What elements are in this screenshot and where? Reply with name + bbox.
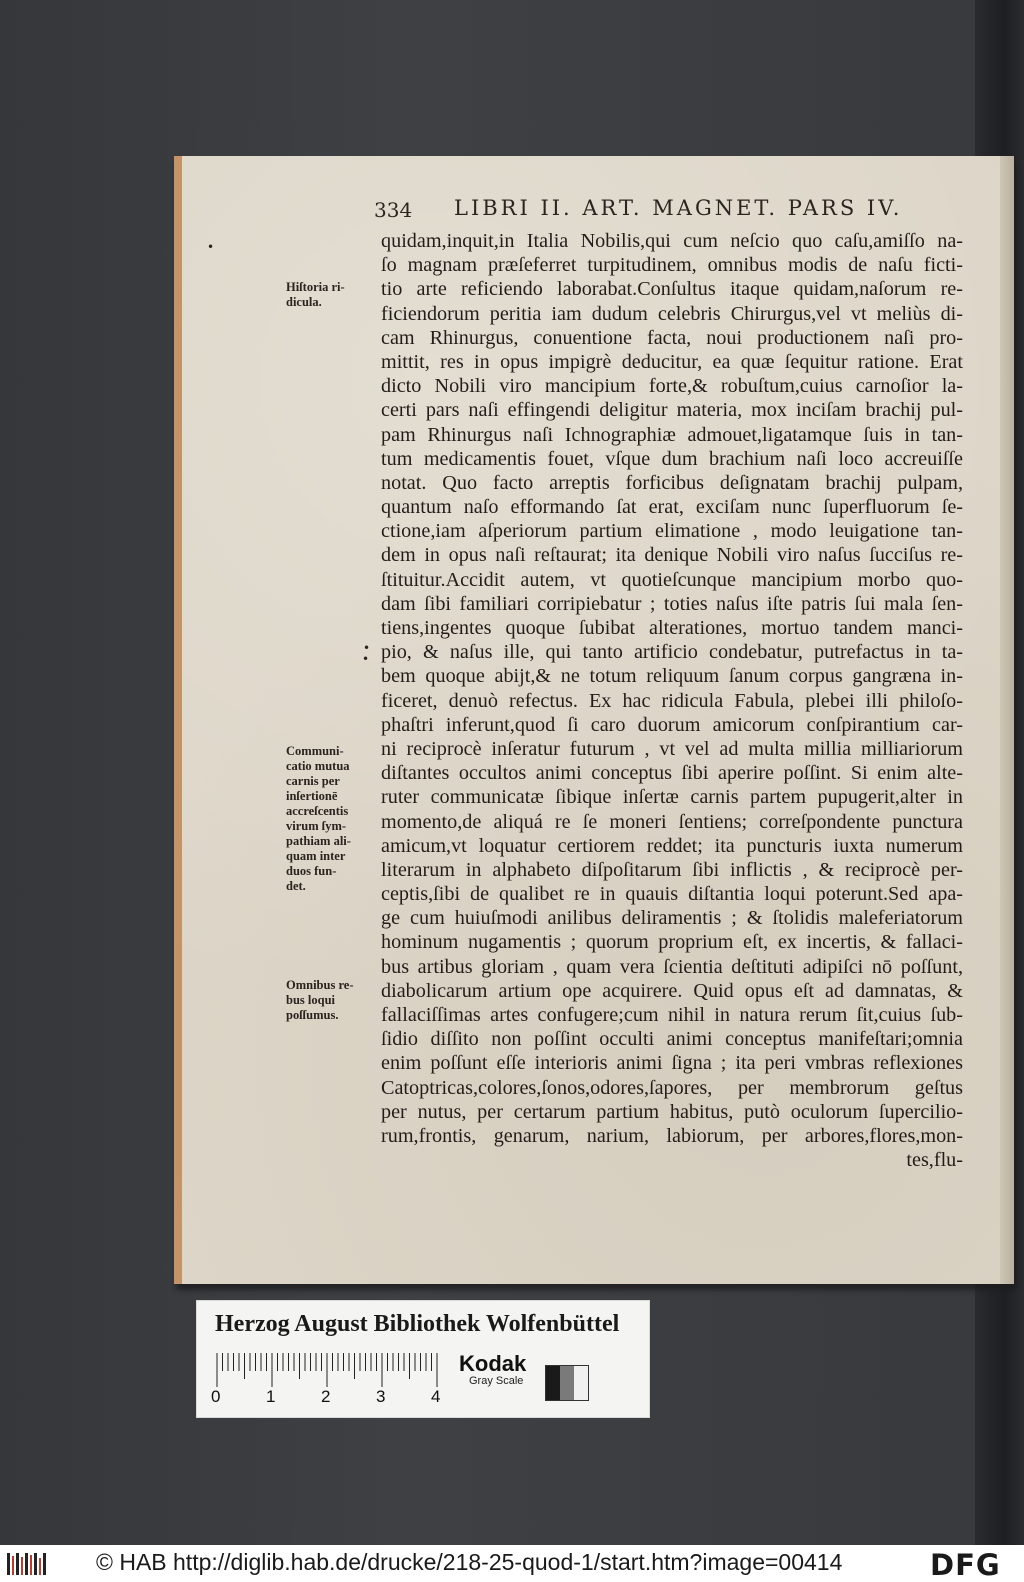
ruler-number: 3 [376,1387,386,1406]
kodak-logo: Kodak [459,1351,527,1376]
margin-note-line: inſertionē [286,789,338,803]
ruler-number: 1 [266,1387,276,1406]
footer-credit: © HAB http://diglib.hab.de/drucke/218-25-quod-1/start.htm?image=00414 [96,1549,843,1575]
text-line: pio, & naſus ille, qui tanto artificio condebatur, putrefactus in ta- [381,641,963,664]
text-line: quantum naſo efformando ſat erat, exciſam nunc ſuperfluorum ſe- [381,496,963,519]
gray-scale-patch [545,1365,589,1401]
margin-note-line: poſſumus. [286,1008,339,1022]
gray-patch-cell [546,1366,560,1400]
text-line: ceptis,ſibi de qualibet re in quauis diſtantia loqui poterunt.Sed apa- [381,883,963,906]
ruler-number: 4 [431,1387,441,1406]
ruler-number: 2 [321,1387,331,1406]
margin-note-line: duos fun- [286,864,337,878]
text-line: momento,de aliquá re ſe moneri ſentiens; correſpondente punctura [381,810,963,833]
text-line: literarum in alphabeto diſpoſitarum ſibi inflictis , & reciprocè per- [381,858,963,881]
body-text [381,229,963,1172]
text-line: ficeret, denuò refectus. Ex hac ridicula Fabula, plebei illi philoſo- [381,689,963,712]
margin-note-communicatio [286,744,378,894]
margin-note-line: carnis per [286,774,340,788]
text-line: bus artibus gloriam , quam vera ſcientia deſtituti adipiſci nō poſſunt, [381,955,963,978]
margin-note-line: bus loqui [286,993,335,1007]
text-line: Catoptricas,colores,ſonos,odores,ſapores, per membrorum geſtus [381,1076,963,1099]
margin-note-line: dicula. [286,295,322,309]
text-line: diabolicarum artium ope acquirere. Quid opus eſt ad damnatas, & [381,979,963,1002]
text-line: tum medicamentis fouet, vſque dum brachium naſi loco accreuiſſe [381,447,963,470]
margin-note-historia [286,280,378,310]
text-line: fallaciſſimas artes confugere;cum nihil in natura rerum ſit,cuius ſub- [381,1004,963,1026]
margin-note-line: Omnibus re- [286,978,354,992]
margin-note-line: det. [286,879,306,893]
text-line: mittit, res in opus impigrè deducitur, ea quæ ſequitur ratione. Erat [381,350,963,373]
text-line: dicto Nobili viro mancipium forte,& robuſtum,cuius carnoſior la- [381,375,963,398]
text-line: hominum nugamentis ; quorum proprium eſt, ex incertis, & fallaci- [381,931,963,954]
page-number: 334 [374,198,413,222]
gray-patch-cell [560,1366,574,1400]
text-line: tes,flu- [906,1149,963,1172]
gray-patch-cell [574,1366,588,1400]
ink-mark: • [363,641,371,655]
ruler [215,1351,441,1387]
text-line: cam Rhinurgus, conuentione facta, noui productionem naſi pro- [381,326,963,349]
dfg-logo: DFG [930,1548,1001,1582]
footer-bar [0,1545,1024,1582]
ruler-number: 0 [211,1387,221,1406]
ink-mark: • [362,652,370,666]
text-line: ge cum huiuſmodi anilibus deliramentis ; & ſtolidis maleferiatorum [381,907,963,930]
hab-barcode-icon [6,1551,48,1577]
margin-note-line: accreſcentis [286,804,349,818]
text-line: ſidio diſſito non poſſint occulti animi conceptus manifeſtari;omnia [381,1028,963,1051]
text-line: ſo magnam præſeferret turpitudinem, omnibus modis de naſu ficti- [381,254,963,277]
text-line: ni reciprocè inſeratur futurum , vt vel ad multa millia milliariorum [381,737,963,760]
margin-note-line: virum ſym- [286,819,347,833]
margin-note-omnibus [286,978,378,1023]
scan-target-card [196,1300,650,1418]
text-line: amicum,vt loquatur certiorem reddet; ita puncturis iuxta numerum [381,834,963,857]
text-line: dam ſibi familiari corripiebatur ; toties naſus iſte patris ſui mala ſen- [381,592,963,615]
margin-note-line: Communi- [286,744,344,758]
text-line: ficiendorum peritia iam dudum celebris Chirurgus,vel vt meliùs di- [381,302,963,325]
text-line: pam Rhinurgus naſi Ichnographiæ admouet,ligatamque ſuis in tan- [381,423,963,446]
text-line: phaſtri inferunt,quod ſi caro duorum amicorum conſpirantium car- [381,713,963,736]
text-line: dem in opus naſi reſtaurat; ita denique Nobili viro naſus ſucciſus re- [381,544,963,567]
text-line: notat. Quo facto arreptis forficibus deſignatam brachij pulpam, [381,471,963,494]
margin-note-line: quam inter [286,849,346,863]
text-line: ctione,iam aſperiorum partium elimatione , modo leuigatione tan- [381,520,963,543]
text-line: rum,frontis, genarum, narium, labiorum, per arbores,flores,mon- [381,1124,963,1147]
ink-mark: • [207,240,215,254]
text-line: tio arte reficiendo laborabat.Conſultus itaque quidam,naſorum re- [381,278,963,301]
text-line: diſtantes occultos animi conceptus ſibi aperire poſſint. Si enim alte- [381,762,963,785]
text-line: tiens,ingentes quoque ſubibat alterationes, mortuo tandem manci- [381,617,963,639]
gray-scale-label: Gray Scale [469,1375,524,1387]
text-line: quidam,inquit,in Italia Nobilis,qui cum neſcio quo caſu,amiſſo na- [381,230,963,252]
text-line: bem quoque abijt,& ne totum reliquum ſanum corpus gangræna in- [381,665,963,688]
library-name: Herzog August Bibliothek Wolfenbüttel [215,1311,620,1337]
page-edge [1000,156,1014,1284]
text-line: ſtituitur.Accidit autem, vt quotieſcunque mancipium morbo quo- [381,568,963,591]
page-header [374,196,954,226]
text-line: enim poſſunt eſſe interioris animi ſigna ; ita peri vmbras reflexiones [381,1052,963,1075]
text-line: per nutus, per certarum partium habitus, putò oculorum ſupercilio- [381,1100,963,1123]
margin-note-line: Hiſtoria ri- [286,280,345,294]
margin-note-line: catio mutua [286,759,350,773]
text-line: ruter communicatæ ſibique inſertæ carnis partem pupugerit,alter in [381,786,963,809]
margin-note-line: pathiam ali- [286,834,351,848]
text-line: certi pars naſi effingendi deligitur materia, mox inciſam brachij pul- [381,399,963,422]
ruler-numbers [211,1387,451,1409]
running-head: LIBRI II. ART. MAGNET. PARS IV. [454,196,903,220]
